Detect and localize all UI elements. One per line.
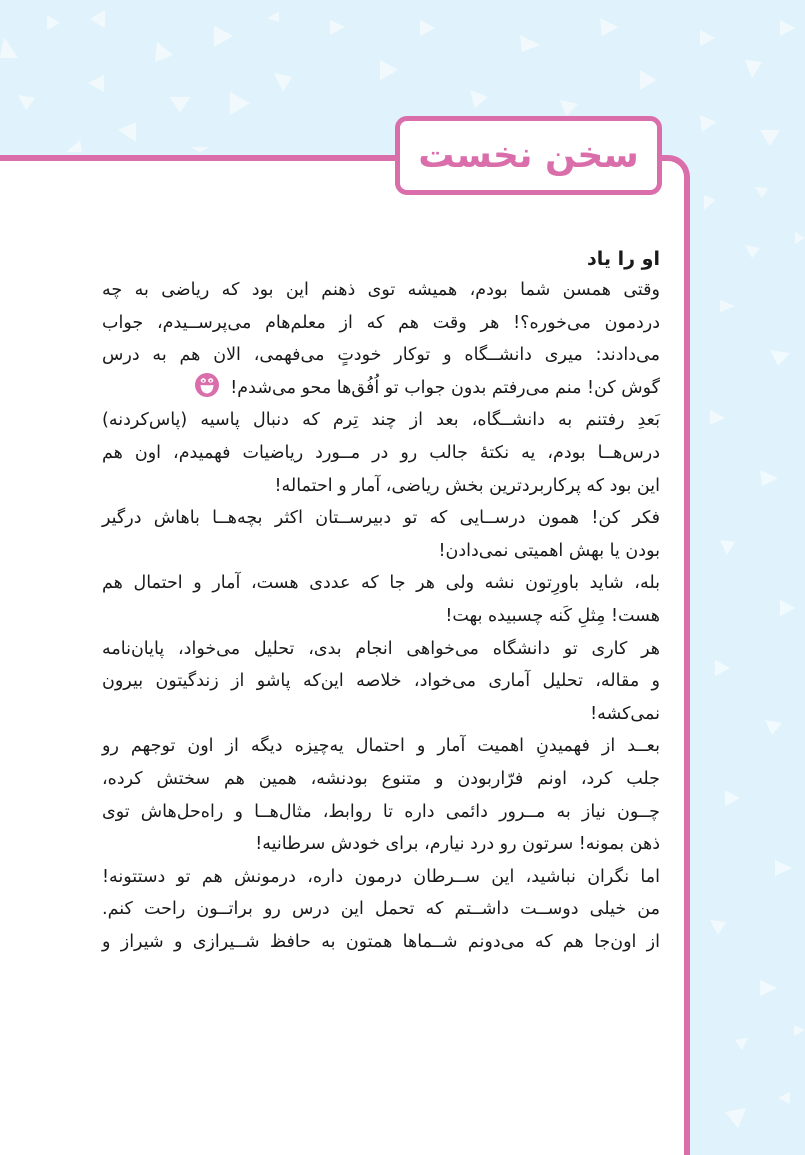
text-line: دردمون می‌خوره؟! هر وقت هم که از معلم‌هام می‌پرســیدم، جواب: [102, 312, 660, 333]
text-line-with-emoji: [102, 372, 660, 405]
text-line: بودن یا بهش اهمیتی نمی‌دادن!: [438, 540, 660, 561]
text-line: ذهن بمونه! سرتون رو درد نیارم، برای خودش سرطانیه!: [255, 834, 660, 855]
text-line: وقتی همسن شما بودم، همیشه توی ذهنم این بود که ریاضی به چه: [102, 280, 660, 300]
text-line: بَعدِ رفتنم به دانشــگاه، بعد از چند تِرم که دنبال پاسیه (پاس‌کردنه): [102, 410, 660, 431]
text-line: می‌دادند: میری دانشــگاه و توکار خودتٍ می‌فهمی، الان هم به درس: [102, 345, 660, 366]
text-line: این بود که پرکاربردترین بخش ریاضی، آمار و احتماله!: [274, 475, 660, 496]
text-line: از اون‌جا هم که می‌دونم شــماها همتون به حافظ شــیرازی و شیراز و: [102, 931, 660, 952]
text-line: چــون نیاز به مــرور دائمی داره تا روابط، مثال‌هــا و راه‌حل‌هاش توی: [102, 801, 660, 822]
text-line: فکر کن! همون درســایی که تو دبیرســتان اکثر بچه‌هــا باهاش درگیر: [102, 508, 660, 529]
text-line: درس‌هــا بودم، یه نکتهٔ جالب رو در مــورد ریاضیات فهمیدم، اون هم: [102, 442, 660, 463]
page-title: سخن نخست: [418, 135, 639, 176]
text-line: نمی‌کشه!: [590, 703, 660, 724]
text-line: بله، شاید باورِتون نشه ولی هر جا که عددی هست، آمار و احتمال هم: [102, 573, 660, 594]
laughing-face-icon: [195, 373, 219, 397]
text-line: هست! مِثلِ کَنه چسبیده بهت!: [445, 605, 660, 626]
text-line: گوش کن! منم می‌رفتم بدون جواب تو اُفُق‌ها محو می‌شدم!: [230, 377, 660, 398]
text-line: هر کاری تو دانشگاه می‌خواهی انجام بدی، تحلیل می‌خواد، پایان‌نامه: [102, 638, 660, 659]
text-line: من خیلی دوســت داشــتم که تحمل این درس رو براتــون راحت کنم.: [102, 899, 660, 920]
text-line: جلب کرد، اونم فرّاربودن و متنوع بودنشه، همین هم سختش کرده،: [102, 768, 660, 789]
text-line: اما نگران نباشید، این ســرطان درمون داره، درمونش هم تو دستتونه!: [102, 866, 660, 887]
title-box: [395, 116, 662, 195]
body-text: [102, 244, 660, 958]
text-line: و مقاله، تحلیل آماری می‌خواد، خلاصه این‌که پاشو از زندگیتون بیرون: [102, 671, 660, 692]
text-line: بعــد از فهمیدنِ اهمیت آمار و احتمال یه‌چیزه دیگه از اون توجهم رو: [102, 736, 660, 757]
section-heading: او را یاد: [586, 248, 660, 270]
